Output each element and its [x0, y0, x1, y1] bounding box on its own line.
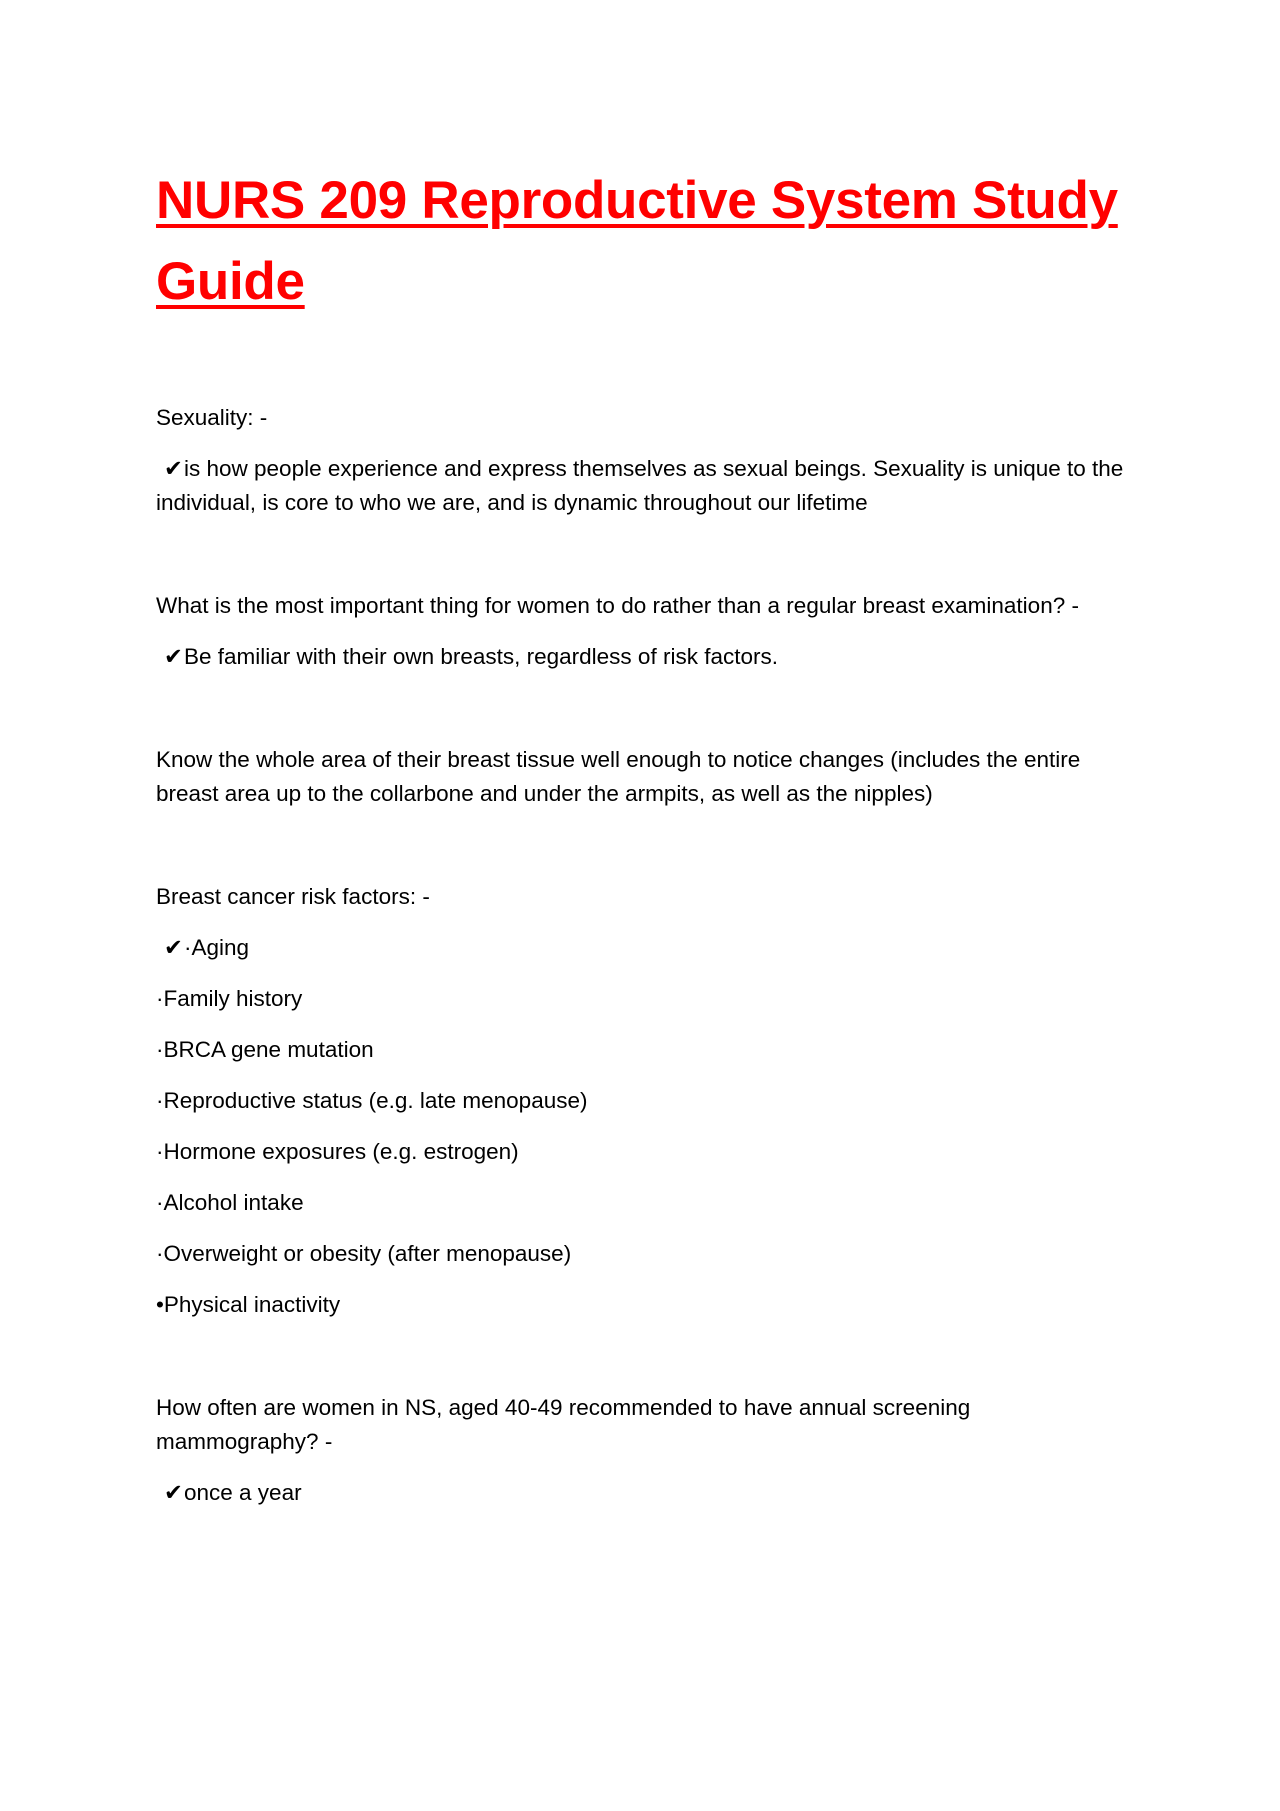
document-page: [156, 160, 1136, 1510]
answer-mammography: [156, 1476, 1136, 1510]
risk-factor-item: [156, 931, 1136, 965]
note-breast-area: Know the whole area of their breast tissue well enough to notice changes (includes the entire breast area up to the collarbone and under the armpits, as well as the nipples): [156, 747, 1081, 806]
risk-factor-item: ·Hormone exposures (e.g. estrogen): [156, 1139, 519, 1164]
question-risk-factors: Breast cancer risk factors: -: [156, 884, 430, 909]
checkmark-icon: ✔: [164, 644, 183, 669]
checkmark-icon: ✔: [164, 456, 183, 481]
checkmark-icon: ✔: [164, 1480, 183, 1505]
question-mammography: How often are women in NS, aged 40-49 recommended to have annual screening mammography? -: [156, 1395, 971, 1454]
question-breast-exam: What is the most important thing for women to do rather than a regular breast examination? -: [156, 593, 1079, 618]
risk-factor-item: ·BRCA gene mutation: [156, 1037, 374, 1062]
checkmark-icon: ✔: [164, 935, 183, 960]
risk-factor-text: ·Aging: [184, 935, 250, 960]
answer-text: once a year: [184, 1480, 302, 1505]
risk-factor-item: •Physical inactivity: [156, 1292, 341, 1317]
risk-factor-item: ·Overweight or obesity (after menopause): [156, 1241, 572, 1266]
question-sexuality: Sexuality: -: [156, 405, 268, 430]
page-title: NURS 209 Reproductive System Study Guide: [156, 171, 1118, 311]
answer-text: is how people experience and express themselves as sexual beings. Sexuality is unique to the individual, is core to who we are, and is dynamic throughout our lifetime: [156, 456, 1124, 515]
answer-text: Be familiar with their own breasts, regardless of risk factors.: [184, 644, 778, 669]
answer-sexuality: [156, 452, 1136, 520]
risk-factor-item: ·Family history: [156, 986, 303, 1011]
risk-factor-item: ·Alcohol intake: [156, 1190, 304, 1215]
risk-factor-item: ·Reproductive status (e.g. late menopause): [156, 1088, 588, 1113]
answer-breast-exam: [156, 640, 1136, 674]
